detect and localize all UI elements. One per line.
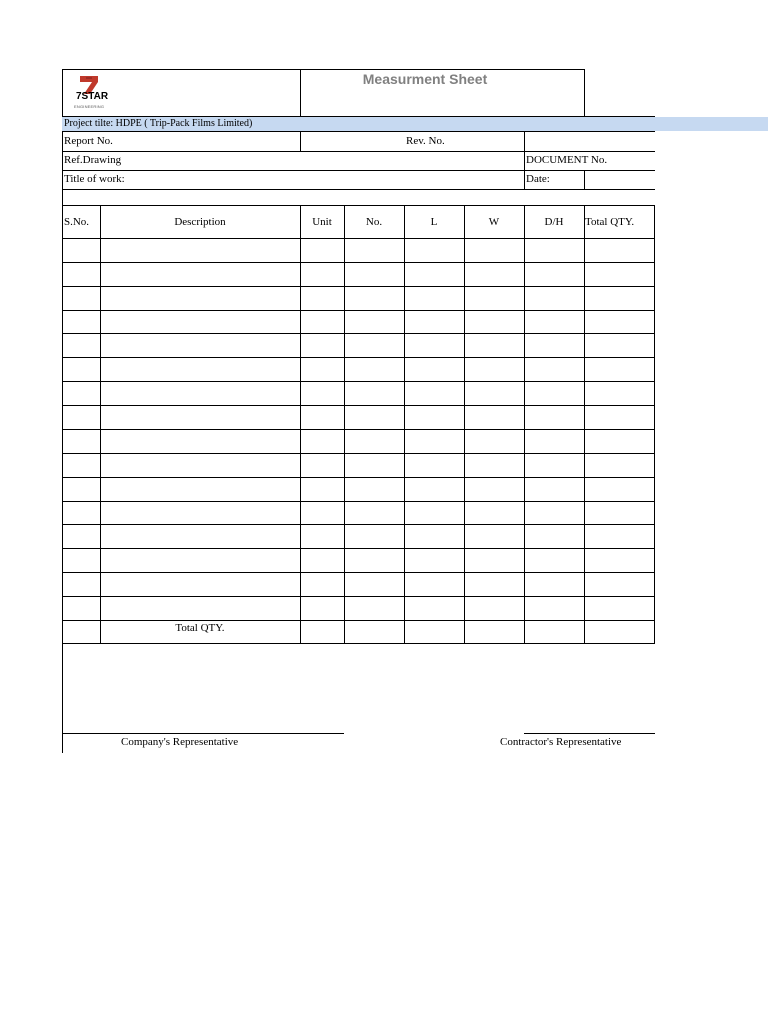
table-row-border [62,310,655,311]
col-line [464,205,465,644]
table-row-border [62,381,655,382]
info-divider-2 [524,131,525,189]
info-row-border-1 [62,131,655,132]
col-line [584,205,585,644]
table-row-border [62,596,655,597]
col-header-l: L [430,216,438,228]
date-label: Date: [526,173,550,185]
table-row-border [62,429,655,430]
company-signature-line [62,733,344,734]
total-qty-label: Total QTY. [175,622,225,634]
col-line [524,205,525,644]
table-row-border [62,572,655,573]
info-row-border-3 [62,170,655,171]
measurement-table [62,205,655,644]
col-header-unit: Unit [312,216,332,228]
contractor-representative-label: Contractor's Representative [500,736,622,748]
col-header-description: Description [174,216,226,228]
col-line [100,205,101,644]
table-row-border [62,453,655,454]
col-header-sno: S.No. [64,216,90,228]
info-divider-3 [584,170,585,189]
company-logo [72,72,132,114]
col-header-total-qty: Total QTY. [585,216,635,228]
page-title: Measurment Sheet [362,71,488,87]
report-no-label: Report No. [64,135,113,147]
info-divider-1 [300,131,301,151]
project-title: Project tilte: HDPE ( Trip-Pack Films Limited) [64,118,253,129]
contractor-signature-line [524,733,655,734]
col-header-no: No. [365,216,383,228]
document-no-label: DOCUMENT No. [526,154,608,166]
table-row-border [62,405,655,406]
logo-brand: 7STAR [76,91,109,102]
col-line [300,205,301,644]
logo-tagline: ENGINEERING [74,104,105,109]
table-row-border [62,262,655,263]
table-row-border [62,286,655,287]
title-of-work-label: Title of work: [64,173,125,185]
table-row-border [62,501,655,502]
info-row-border-4 [62,189,655,190]
ref-drawing-label: Ref.Drawing [64,154,122,166]
header-right-border [584,69,585,117]
table-row-border [62,357,655,358]
table-row-border [62,548,655,549]
header-top-border [62,69,585,70]
company-representative-label: Company's Representative [121,736,239,748]
col-header-w: W [488,216,500,228]
col-line [344,205,345,644]
table-row-border [62,477,655,478]
table-row-border [62,238,655,239]
table-bottom-border [62,643,655,644]
col-line [654,205,655,644]
col-header-dh: D/H [544,216,564,228]
table-row-border [62,524,655,525]
col-line [404,205,405,644]
info-row-border-2 [62,151,655,152]
table-row-border [62,333,655,334]
rev-no-label: Rev. No. [406,135,445,147]
